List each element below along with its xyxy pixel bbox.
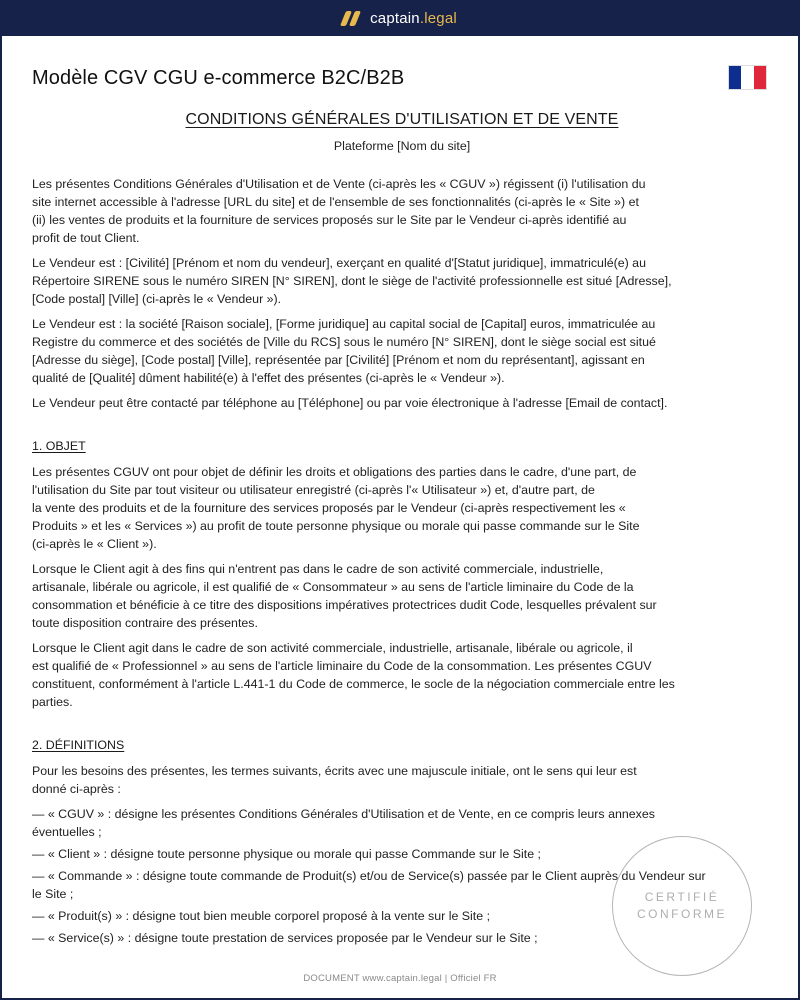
- definitions-intro: Pour les besoins des présentes, les termes suivants, écrits avec une majuscule initiale, ont le sens qui leur est donné ci-après :: [32, 764, 637, 796]
- top-bar: [0, 0, 800, 36]
- brand-name[interactable]: captain.legal: [370, 9, 457, 27]
- section-title-definitions: 2. DÉFINITIONS: [32, 738, 125, 752]
- definition-item: — « Service(s) » : désigne toute prestation de services proposée par le Vendeur sur le Site ;: [32, 931, 538, 945]
- double-slash-logo-icon: [343, 11, 361, 26]
- stamp-line-1: CERTIFIÉ: [644, 890, 720, 904]
- definition-item: — « Commande » : désigne toute commande de Produit(s) et/ou de Service(s) passée par le Client auprès du Vendeur sur le Site ;: [32, 869, 706, 901]
- document-title: Modèle CGV CGU e-commerce B2C/B2B: [32, 67, 405, 89]
- flag-red-stripe: [754, 66, 766, 89]
- page-footer: DOCUMENT www.captain.legal | Officiel FR: [303, 973, 497, 984]
- intro-paragraph: Le Vendeur est : [Civilité] [Prénom et nom du vendeur], exerçant en qualité d'[Statut juridique], immatriculé(e) au Répertoire SIRENE sous le numéro SIREN [N° SIREN], dont le siège de l'activité professionnelle est situé [Adresse], [Code postal] [Ville] (ci-après le « Vendeur »).: [32, 256, 672, 306]
- section-title-objet: 1. OBJET: [32, 439, 86, 453]
- definition-item: — « CGUV » : désigne les présentes Conditions Générales d'Utilisation et de Vente, en ce compris leurs annexes éventuelles ;: [32, 807, 655, 839]
- france-flag-icon[interactable]: [728, 65, 767, 90]
- intro-paragraph: Les présentes Conditions Générales d'Utilisation et de Vente (ci-après les « CGUV ») régissent (i) l'utilisation du site internet accessible à l'adresse [URL du site] et de l'ensemble de ses fonctionnalités (ci-après le « Site ») et (ii) les ventes de produits et la fourniture de services proposés sur le Site par le Vendeur ci-après identifié au profit de tout Client.: [32, 177, 646, 245]
- intro-paragraph: Le Vendeur peut être contacté par téléphone au [Téléphone] ou par voie électronique à l'adresse [Email de contact].: [32, 396, 668, 410]
- document-page: [2, 36, 798, 998]
- main-heading: CONDITIONS GÉNÉRALES D'UTILISATION ET DE VENTE: [185, 111, 619, 128]
- section-paragraph: Les présentes CGUV ont pour objet de définir les droits et obligations des parties dans le cadre, d'une part, de l'utilisation du Site par tout visiteur ou utilisateur enregistré (ci-après l'« Utilisateur ») et, d'autre part, de la vente des produits et de la fourniture des services proposés par le Vendeur (ci-après respectivement les « Produits » et les « Services ») au profit de toute personne physique ou morale qui passe commande sur le Site (ci-après le « Client »).: [32, 465, 640, 551]
- document-body: [32, 111, 772, 951]
- platform-subheading: Plateforme [Nom du site]: [333, 139, 471, 153]
- flag-blue-stripe: [729, 66, 741, 89]
- definition-item: — « Produit(s) » : désigne tout bien meuble corporel proposé à la vente sur le Site ;: [32, 909, 491, 923]
- intro-paragraph: Le Vendeur est : la société [Raison sociale], [Forme juridique] au capital social de [Capital] euros, immatriculée au Registre du commerce et des sociétés de [Ville du RCS] sous le numéro [N° SIREN], dont le siège social est situé [Adresse du siège], [Code postal] [Ville], représentée par [Civilité] [Prénom et nom du représentant], agissant en qualité de [Qualité] dûment habilité(e) à l'effet des présentes (ci-après le « Vendeur »).: [32, 317, 656, 385]
- section-paragraph: Lorsque le Client agit à des fins qui n'entrent pas dans le cadre de son activité commerciale, industrielle, artisanale, libérale ou agricole, il est qualifié de « Consommateur » au sens de l'article liminaire du Code de la consommation et bénéficie à ce titre des dispositions impératives protectrices dudit Code, lesquelles prévalent sur toute disposition contraire des présentes.: [32, 562, 657, 630]
- section-paragraph: Lorsque le Client agit dans le cadre de son activité commerciale, industrielle, artisanale, libérale ou agricole, il est qualifié de « Professionnel » au sens de l'article liminaire du Code de la consommation. Les présentes CGUV constituent, conformément à l'article L.441-1 du Code de commerce, le socle de la négociation commerciale entre les parties.: [32, 641, 675, 709]
- definition-item: — « Client » : désigne toute personne physique ou morale qui passe Commande sur le Site ;: [32, 847, 541, 861]
- stamp-line-2: CONFORME: [637, 907, 727, 921]
- flag-white-stripe: [741, 66, 753, 89]
